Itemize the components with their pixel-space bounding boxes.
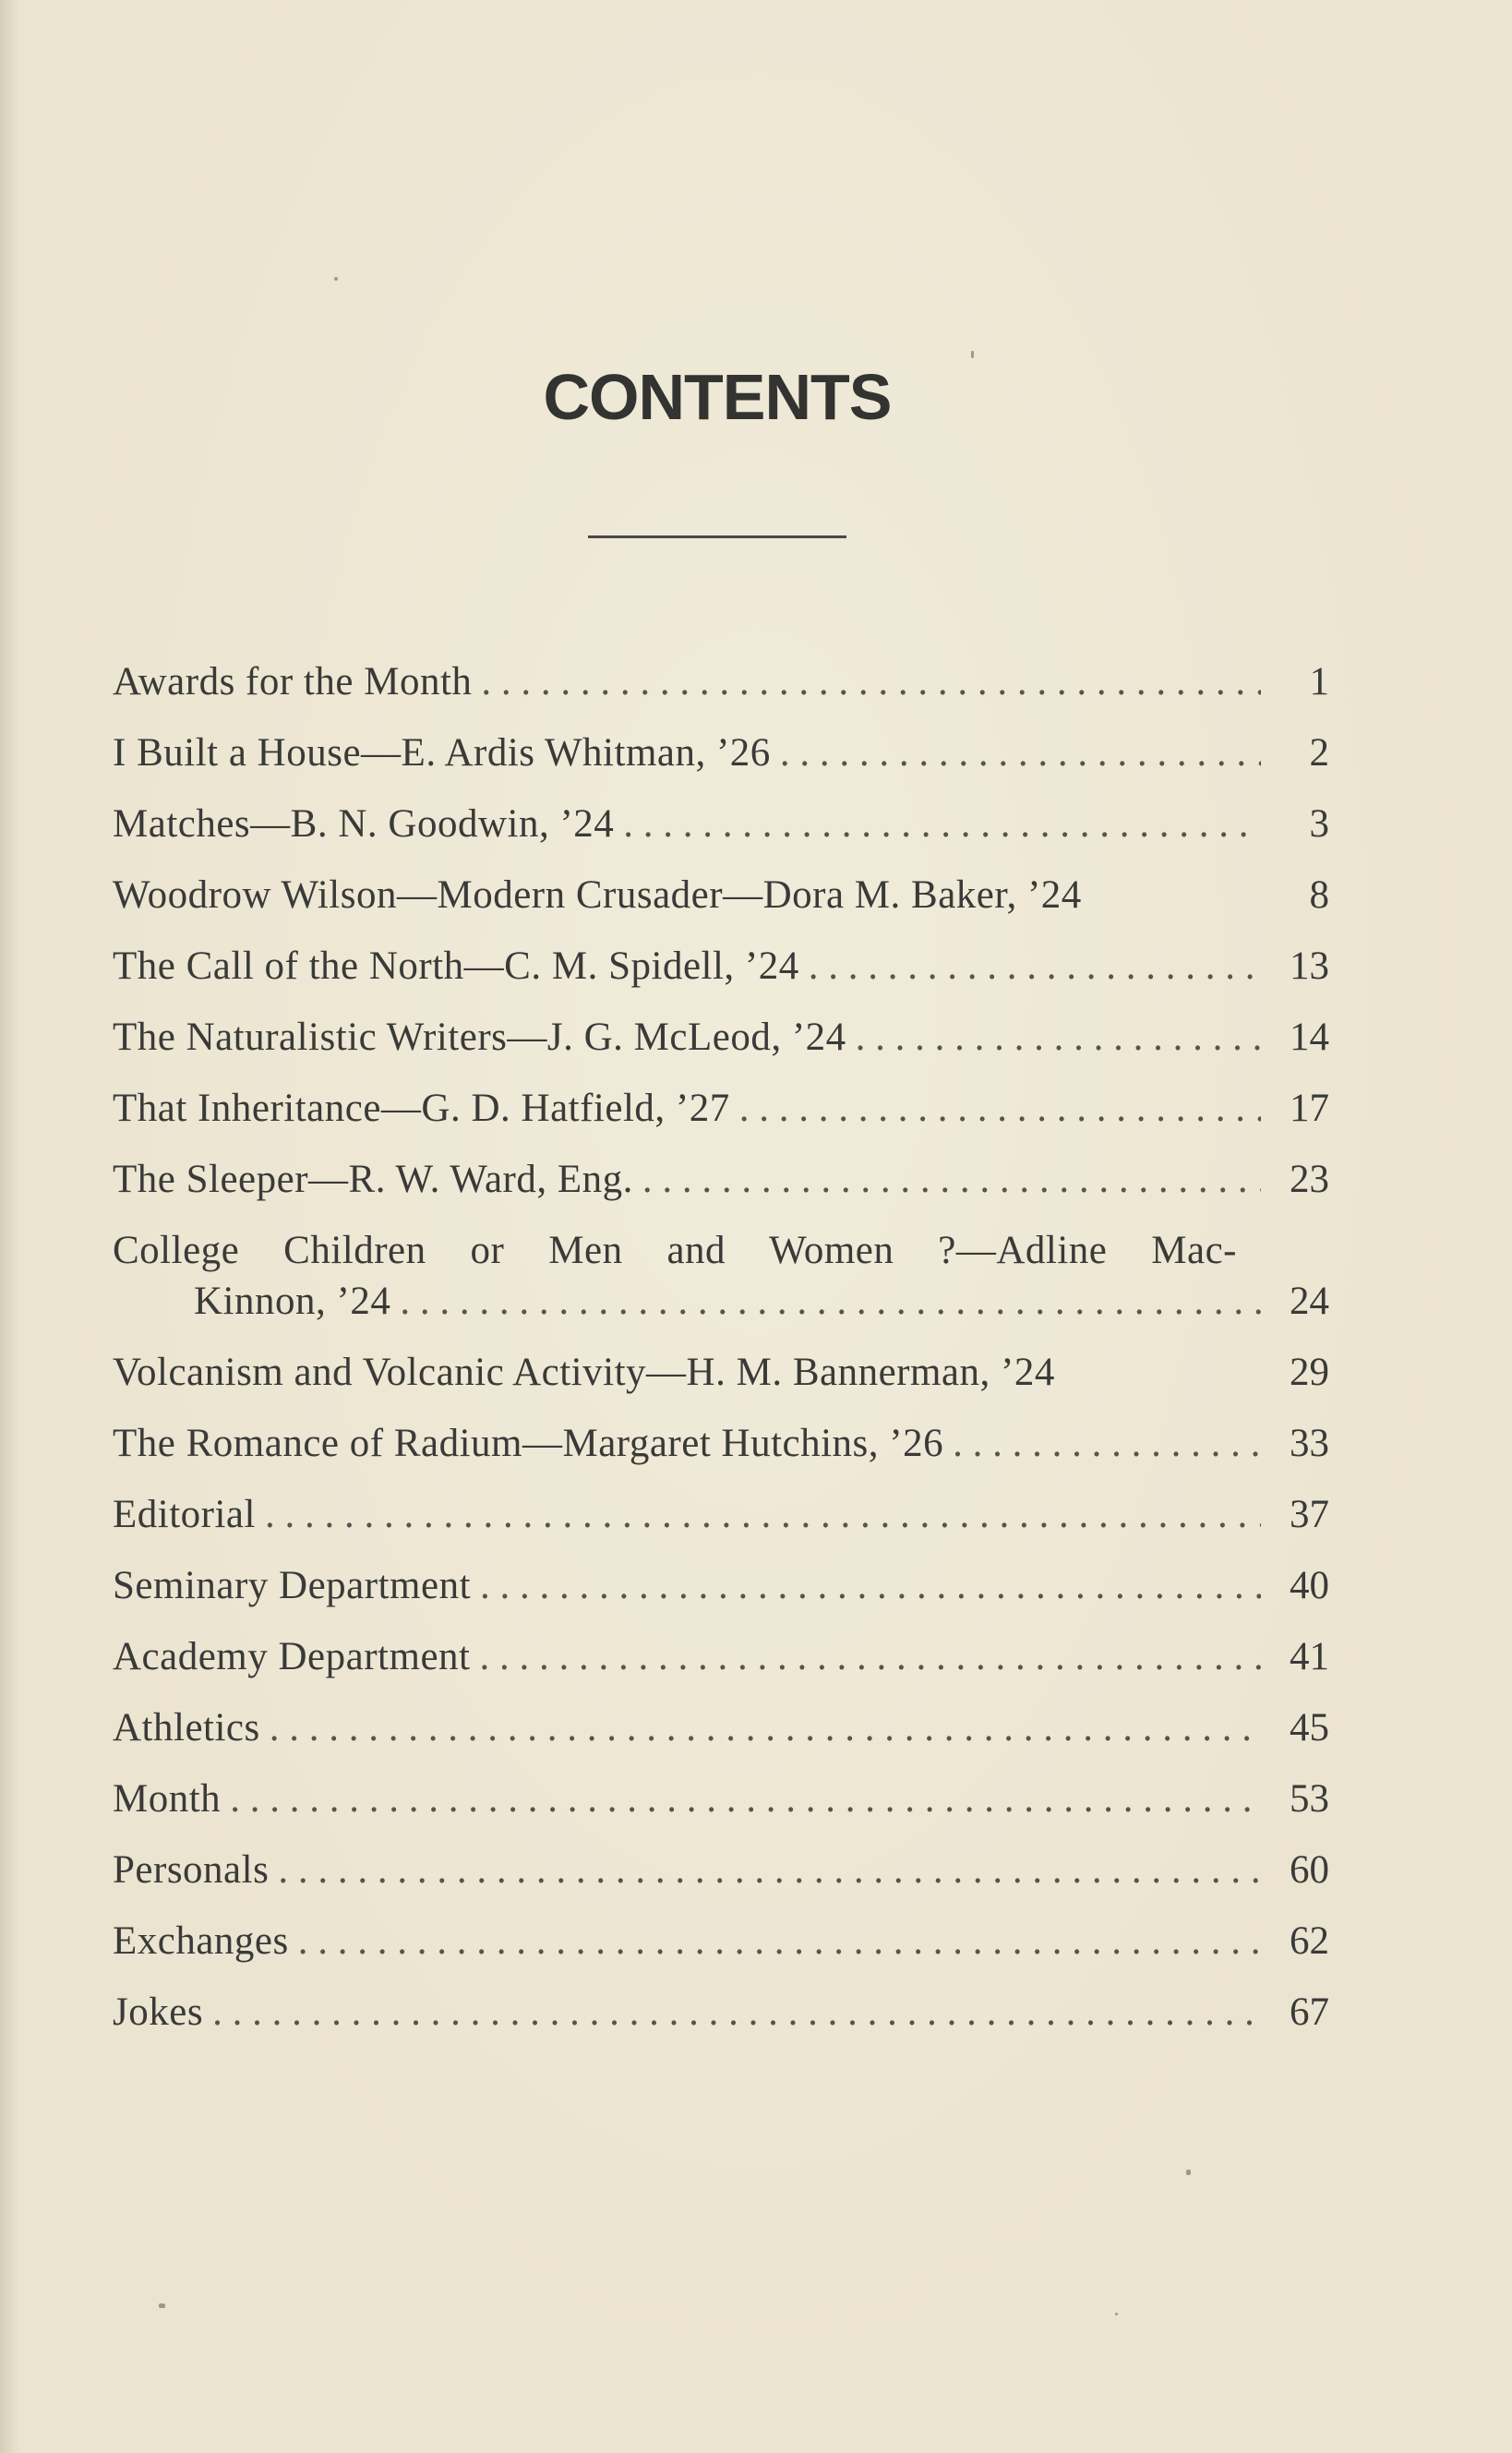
toc-entry-page: 8	[1309, 873, 1329, 917]
dot-leader	[212, 1977, 1261, 2048]
dot-leader	[953, 1408, 1261, 1479]
dot-leader	[780, 717, 1261, 788]
dot-leader	[400, 1266, 1261, 1337]
table-of-contents	[113, 646, 1329, 2048]
toc-entry-page: 1	[1309, 660, 1329, 703]
toc-entry-page: 67	[1290, 1990, 1329, 2034]
toc-entry-title: Month	[113, 1777, 222, 1821]
toc-entry-title: Personals	[113, 1848, 270, 1892]
toc-entry	[113, 1763, 1329, 1834]
dot-leader	[479, 1621, 1261, 1692]
toc-entry	[113, 1002, 1329, 1073]
toc-entry-page: 23	[1290, 1158, 1329, 1201]
toc-entry-title: Matches—B. N. Goodwin, ’24	[113, 802, 615, 846]
toc-entry-title: Jokes	[113, 1990, 204, 2034]
toc-entry	[113, 1906, 1329, 1977]
toc-entry-title-line-1: College Children or Men and Women ?—Adline Mac-	[113, 1229, 1237, 1272]
toc-entry-page: 13	[1290, 944, 1329, 988]
toc-entry-page: 60	[1290, 1848, 1329, 1892]
dot-leader	[480, 1550, 1261, 1621]
paper-speck	[159, 2303, 165, 2308]
toc-entry	[113, 1215, 1329, 1337]
toc-entry-page: 45	[1290, 1706, 1329, 1750]
toc-entry	[113, 788, 1329, 860]
toc-entry-title: The Romance of Radium—Margaret Hutchins, ’26	[113, 1422, 944, 1465]
toc-entry-title: That Inheritance—G. D. Hatfield, ’27	[113, 1087, 730, 1130]
toc-entry-page: 33	[1290, 1422, 1329, 1465]
page-title: CONTENTS	[543, 361, 892, 433]
dot-leader	[265, 1479, 1261, 1550]
toc-entry	[113, 1144, 1329, 1215]
toc-entry	[113, 1621, 1329, 1692]
toc-entry-title: The Call of the North—C. M. Spidell, ’24	[113, 944, 799, 988]
dot-leader	[856, 1002, 1261, 1073]
paper-speck	[1115, 2313, 1118, 2315]
toc-entry-page: 53	[1290, 1777, 1329, 1821]
toc-entry-page: 17	[1290, 1087, 1329, 1130]
toc-entry-page: 62	[1290, 1919, 1329, 1963]
toc-entry	[113, 1408, 1329, 1479]
toc-entry	[113, 1479, 1329, 1550]
toc-entry-title: Volcanism and Volcanic Activity—H. M. Bannerman, ’24	[113, 1351, 1055, 1394]
toc-entry-page: 41	[1290, 1635, 1329, 1678]
toc-entry-title-line-2: Kinnon, ’24	[194, 1280, 391, 1323]
toc-entry-title: Athletics	[113, 1706, 260, 1750]
toc-entry	[113, 1337, 1329, 1408]
toc-entry	[113, 1073, 1329, 1144]
dot-leader	[739, 1073, 1261, 1144]
toc-entry-title: Seminary Department	[113, 1564, 472, 1607]
toc-entry	[113, 1692, 1329, 1763]
toc-entry-title: Exchanges	[113, 1919, 289, 1963]
toc-entry	[113, 717, 1329, 788]
toc-entry-page: 37	[1290, 1493, 1329, 1536]
toc-entry-title: The Sleeper—R. W. Ward, Eng.	[113, 1158, 633, 1201]
toc-entry-page: 29	[1290, 1351, 1329, 1394]
toc-entry-page: 40	[1290, 1564, 1329, 1607]
toc-entry-page: 3	[1309, 802, 1329, 846]
toc-entry-title: Awards for the Month	[113, 660, 473, 703]
title-rule	[588, 535, 846, 538]
dot-leader	[230, 1763, 1261, 1834]
dot-leader	[809, 931, 1261, 1002]
toc-entry	[113, 931, 1329, 1002]
toc-entry-title: Academy Department	[113, 1635, 471, 1678]
dot-leader	[623, 788, 1261, 860]
toc-entry-title: Woodrow Wilson—Modern Crusader—Dora M. Baker, ’24	[113, 873, 1082, 917]
toc-entry	[113, 1977, 1329, 2048]
toc-entry	[113, 646, 1329, 717]
dot-leader	[481, 646, 1261, 717]
paper-speck	[971, 351, 974, 358]
toc-entry-page: 2	[1309, 731, 1329, 775]
paper-speck	[1186, 2170, 1191, 2175]
dot-leader	[270, 1692, 1261, 1763]
toc-entry	[113, 1550, 1329, 1621]
toc-entry-title: Editorial	[113, 1493, 256, 1536]
toc-entry-title: I Built a House—E. Ardis Whitman, ’26	[113, 731, 771, 775]
toc-entry-page: 24	[1290, 1280, 1329, 1323]
toc-entry	[113, 1834, 1329, 1906]
dot-leader	[278, 1834, 1261, 1906]
dot-leader	[298, 1906, 1261, 1977]
paper-speck	[334, 277, 338, 281]
toc-entry-page: 14	[1290, 1016, 1329, 1059]
toc-entry	[113, 860, 1329, 931]
dot-leader	[642, 1144, 1261, 1215]
toc-entry-title: The Naturalistic Writers—J. G. McLeod, ’24	[113, 1016, 846, 1059]
